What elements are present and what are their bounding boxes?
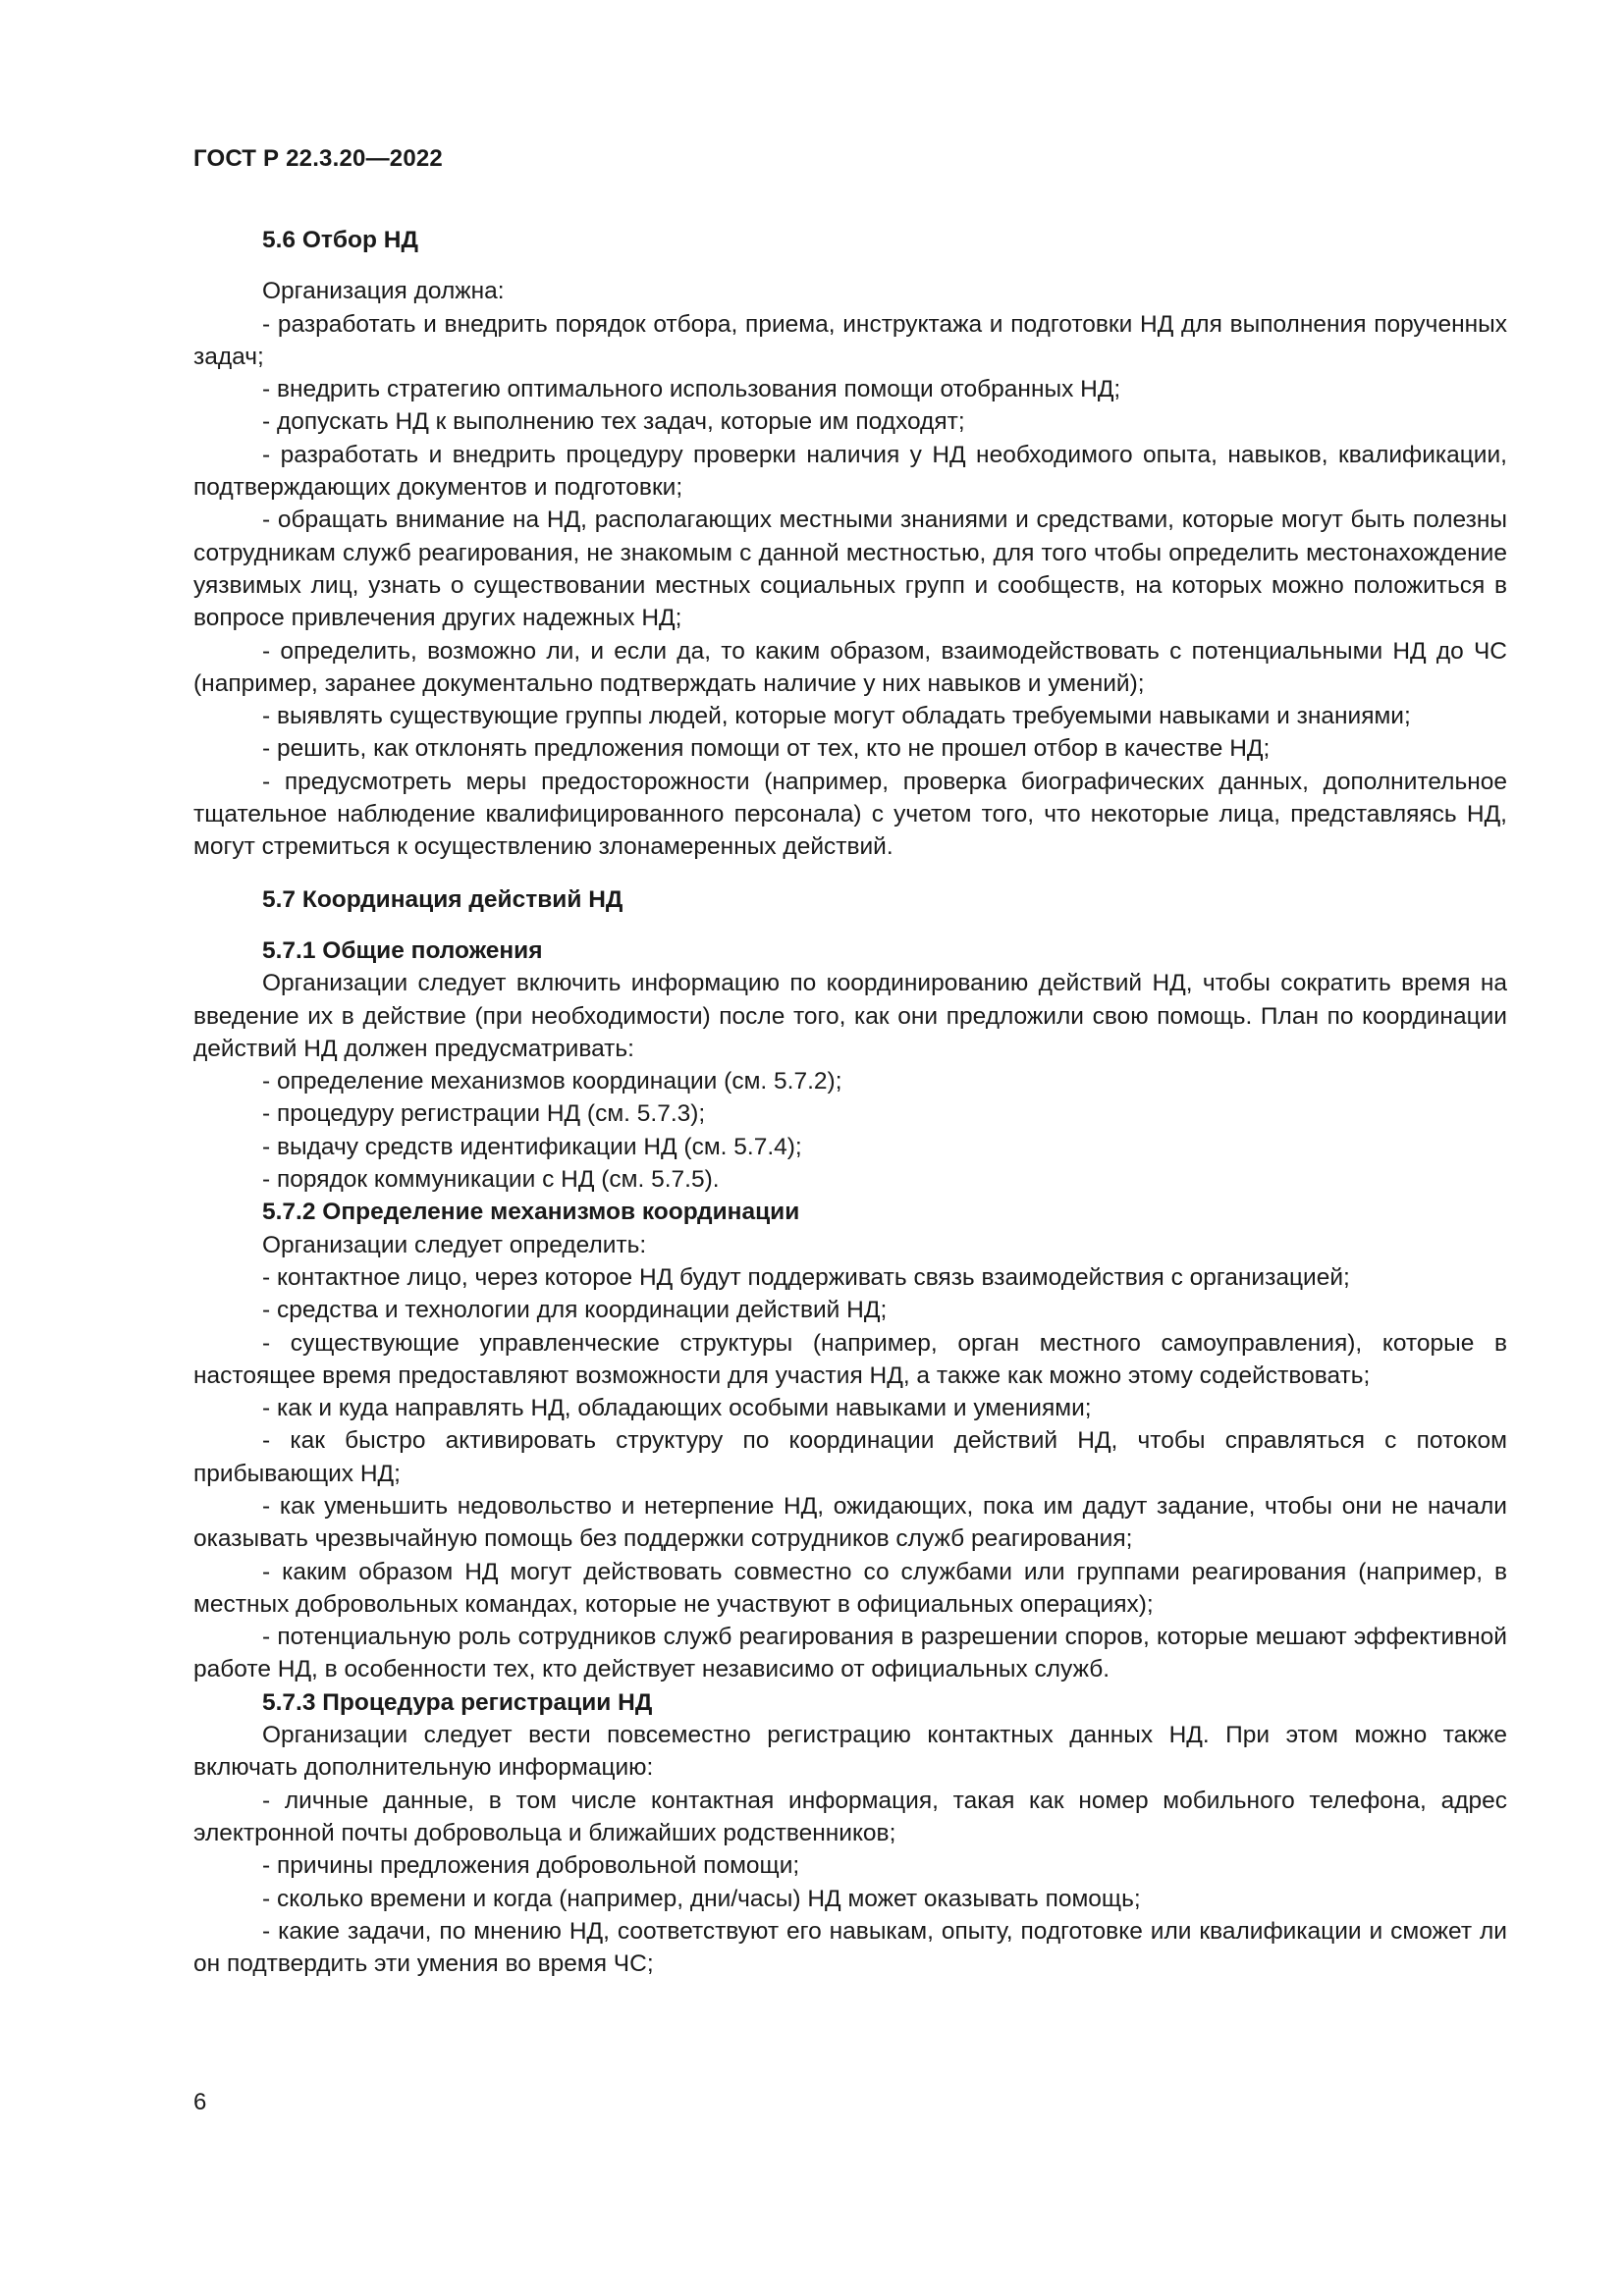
list-item: - решить, как отклонять предложения помощи от тех, кто не прошел отбор в качестве НД; <box>262 735 1271 763</box>
list-item: - выявлять существующие группы людей, которые могут обладать требуемыми навыками и знаниями; <box>262 703 1411 730</box>
section-5-6-intro: Организация должна: <box>262 278 505 305</box>
list-item: - разработать и внедрить процедуру проверки наличия у НД необходимого опыта, навыков, квалификации, подтверждающих документов и подготовки; <box>193 441 1507 502</box>
list-item: - обращать внимание на НД, располагающих местными знаниями и средствами, которые могут быть полезны сотрудникам служб реагирования, не знакомым с данной местностью, для того чтобы определить местонахождение уязвимых лиц, узнать о существовании местных социальных групп и сообществ, на которых можно положиться в вопросе привлечения других надежных НД; <box>193 507 1507 632</box>
list-item: - выдачу средств идентификации НД (см. 5.7.4); <box>262 1133 802 1160</box>
list-item: - порядок коммуникации с НД (см. 5.7.5). <box>262 1166 720 1194</box>
page-number: 6 <box>193 2089 207 2115</box>
list-item: - как и куда направлять НД, обладающих особыми навыками и умениями; <box>262 1395 1092 1422</box>
section-5-7-heading: 5.7 Координация действий НД <box>262 885 623 913</box>
list-item: - допускать НД к выполнению тех задач, которые им подходят; <box>262 408 965 436</box>
list-item: - контактное лицо, через которое НД будут поддерживать связь взаимодействия с организацией; <box>262 1263 1350 1291</box>
list-item: - процедуру регистрации НД (см. 5.7.3); <box>262 1100 706 1128</box>
section-5-7-3-heading: 5.7.3 Процедура регистрации НД <box>262 1688 653 1716</box>
list-item: - разработать и внедрить порядок отбора, приема, инструктажа и подготовки НД для выполнения порученных задач; <box>193 310 1507 370</box>
list-item: - внедрить стратегию оптимального использования помощи отобранных НД; <box>262 376 1121 403</box>
list-item: - определить, возможно ли, и если да, то каким образом, взаимодействовать с потенциальными НД до ЧС (например, заранее документально подтверждать наличие у них навыков и умений); <box>193 637 1507 697</box>
document-header: ГОСТ Р 22.3.20—2022 <box>193 145 443 172</box>
paragraph: Организации следует вести повсеместно регистрацию контактных данных НД. При этом можно также включать дополнительную информацию: <box>193 1722 1507 1782</box>
section-5-7-2-heading: 5.7.2 Определение механизмов координации <box>262 1199 800 1226</box>
list-item: - какие задачи, по мнению НД, соответствуют его навыкам, опыту, подготовке или квалификации и сможет ли он подтвердить эти умения во время ЧС; <box>193 1917 1507 1978</box>
list-item: - как быстро активировать структуру по координации действий НД, чтобы справляться с потоком прибывающих НД; <box>193 1427 1507 1487</box>
list-item: - каким образом НД могут действовать совместно со службами или группами реагирования (например, в местных добровольных командах, которые не участвуют в официальных операциях); <box>193 1558 1507 1618</box>
section-5-7-1-heading: 5.7.1 Общие положения <box>262 936 543 964</box>
paragraph: Организации следует определить: <box>262 1231 647 1258</box>
list-item: - личные данные, в том числе контактная информация, такая как номер мобильного телефона, адрес электронной почты добровольца и ближайших родственников; <box>193 1787 1507 1846</box>
list-item: - потенциальную роль сотрудников служб реагирования в разрешении споров, которые мешают эффективной работе НД, в особенности тех, кто действует независимо от официальных служб. <box>193 1624 1507 1683</box>
list-item: - определение механизмов координации (см. 5.7.2); <box>262 1068 842 1095</box>
list-item: - сколько времени и когда (например, дни/часы) НД может оказывать помощь; <box>262 1885 1141 1912</box>
list-item: - средства и технологии для координации действий НД; <box>262 1297 888 1324</box>
paragraph: Организации следует включить информацию по координированию действий НД, чтобы сократить время на введение их в действие (при необходимости) после того, как они предложили свою помощь. План по координации действий НД должен предусматривать: <box>193 970 1507 1062</box>
section-5-6-heading: 5.6 Отбор НД <box>262 227 418 253</box>
list-item: - причины предложения добровольной помощи; <box>262 1852 800 1880</box>
list-item: - как уменьшить недовольство и нетерпение НД, ожидающих, пока им дадут задание, чтобы они не начали оказывать чрезвычайную помощь без поддержки сотрудников служб реагирования; <box>193 1492 1507 1553</box>
list-item: - существующие управленческие структуры (например, орган местного самоуправления), которые в настоящее время предоставляют возможности для участия НД, а также как можно этому содействовать; <box>193 1329 1507 1389</box>
list-item: - предусмотреть меры предосторожности (например, проверка биографических данных, дополнительное тщательное наблюдение квалифицированного персонала) с учетом того, что некоторые лица, представляясь НД, могут стремиться к осуществлению злонамеренных действий. <box>193 768 1507 861</box>
document-body <box>193 224 1507 1980</box>
